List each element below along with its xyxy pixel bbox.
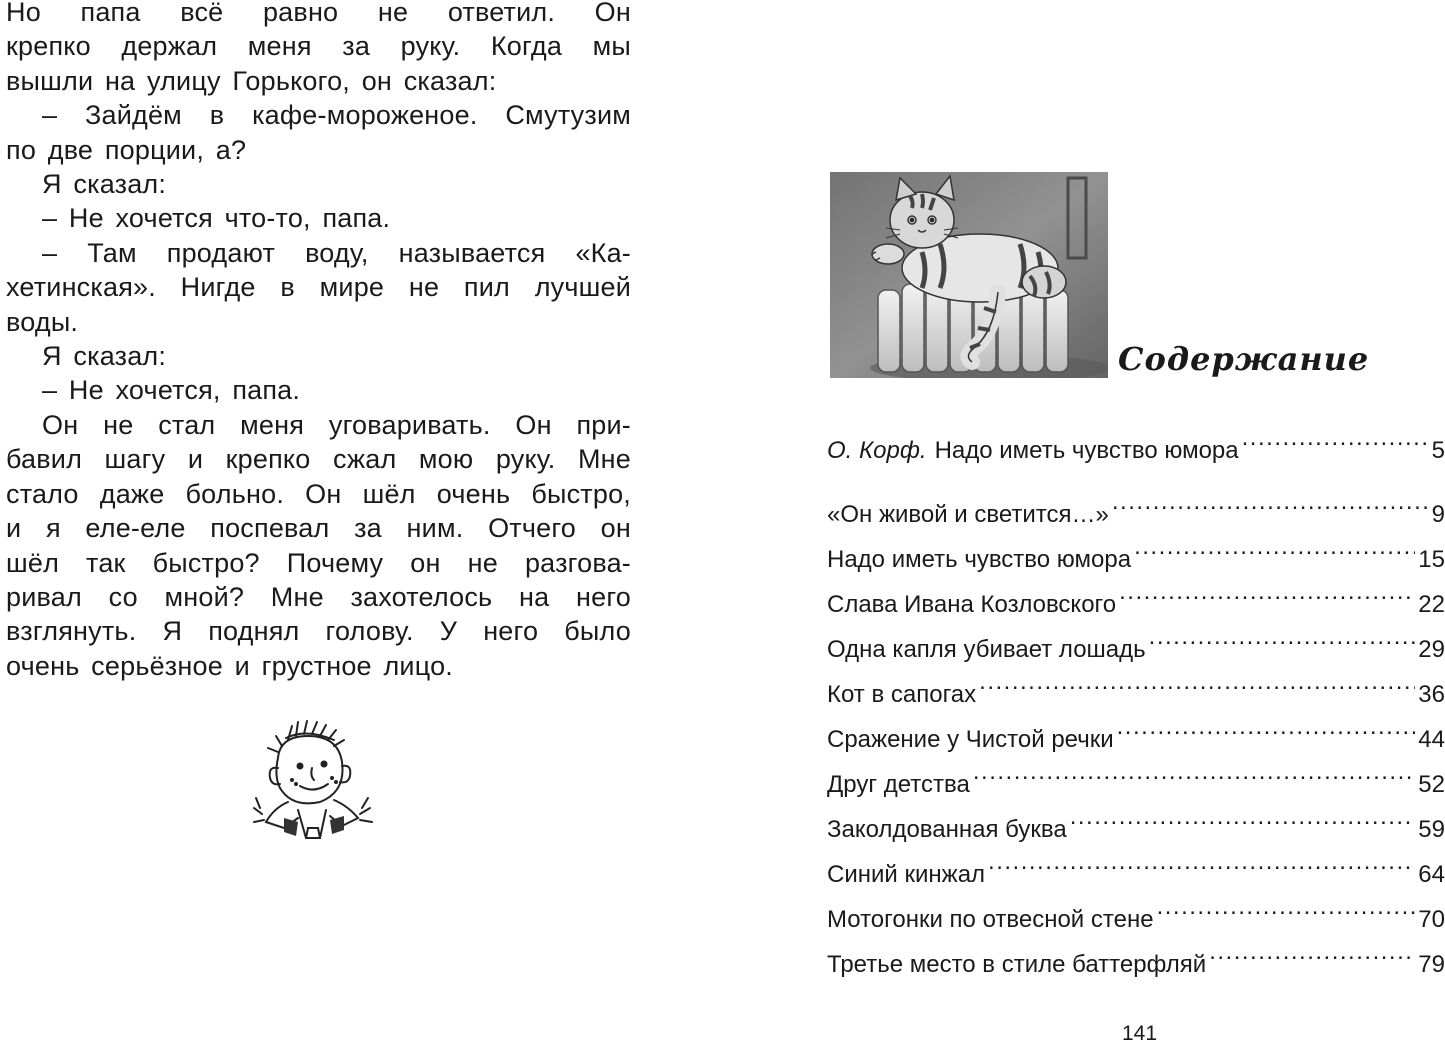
toc-entry-title: Слава Ивана Козловского xyxy=(827,591,1117,618)
story-line: – Не хочется, папа. xyxy=(42,375,301,406)
story-line: хетинская». Нигде в мире не пил лучшей xyxy=(6,272,631,303)
toc-entry-title: Синий кинжал xyxy=(827,861,986,888)
story-line: – Не хочется что-то, папа. xyxy=(42,203,391,234)
toc-entry[interactable] xyxy=(827,662,1445,708)
toc-entry-title: Друг детства xyxy=(827,771,970,798)
toc-entry-page: 44 xyxy=(1418,726,1445,753)
story-line: шёл так быстро? Почему он не разгова- xyxy=(6,547,631,578)
toc-entry-title: «Он живой и светится…» xyxy=(827,501,1109,528)
toc-entry-page: 64 xyxy=(1418,861,1445,888)
toc-entry-page: 15 xyxy=(1418,546,1445,573)
toc-entry-page: 70 xyxy=(1418,906,1445,933)
story-line: Но папа всё равно не ответил. Он xyxy=(6,0,631,27)
story-line: очень серьёзное и грустное лицо. xyxy=(6,650,453,681)
toc-entry[interactable] xyxy=(827,482,1445,528)
toc-entry[interactable] xyxy=(827,617,1445,663)
toc-leader-dots xyxy=(973,752,1415,792)
toc-leader-dots xyxy=(1119,572,1415,612)
toc-leader-dots xyxy=(1134,527,1415,567)
toc-entry[interactable] xyxy=(827,527,1445,573)
boy-sketch-illustration xyxy=(248,718,386,846)
story-line: ривал со мной? Мне захотелось на него xyxy=(6,581,631,612)
toc-entry[interactable] xyxy=(827,418,1445,464)
story-line: Он не стал меня уговаривать. Он при- xyxy=(42,409,631,440)
toc-entry-page: 59 xyxy=(1418,816,1445,843)
toc-entry-page: 9 xyxy=(1431,501,1445,528)
toc-leader-dots xyxy=(979,662,1415,702)
toc-leader-dots xyxy=(1209,932,1415,972)
toc-entry-title: Надо иметь чувство юмора xyxy=(934,437,1239,464)
story-line: – Там продают воду, называется «Ка- xyxy=(42,237,631,268)
story-line: бавил шагу и крепко сжал мою руку. Мне xyxy=(6,444,631,475)
toc-entry-title: Третье место в стиле баттерфляй xyxy=(827,951,1207,978)
story-line: вышли на улицу Горького, он сказал: xyxy=(6,65,497,96)
story-line: Я сказал: xyxy=(42,169,167,200)
story-line: Я сказал: xyxy=(42,341,167,372)
toc-entry-page: 79 xyxy=(1418,951,1445,978)
toc-entry-page: 36 xyxy=(1418,681,1445,708)
toc-entry[interactable] xyxy=(827,842,1445,888)
story-line: по две порции, а? xyxy=(6,134,247,165)
story-line: крепко держал меня за руку. Когда мы xyxy=(6,31,631,62)
toc-leader-dots xyxy=(1242,418,1429,458)
toc-leader-dots xyxy=(1157,887,1416,927)
story-text xyxy=(6,0,631,683)
toc-entry[interactable] xyxy=(827,752,1445,798)
toc-entry-title: Сражение у Чистой речки xyxy=(827,726,1114,753)
toc-entry-page: 52 xyxy=(1418,771,1445,798)
toc-entry[interactable] xyxy=(827,887,1445,933)
toc-entry[interactable] xyxy=(827,932,1445,978)
toc-entry-title: Заколдованная буква xyxy=(827,816,1067,843)
toc-entry-title: Мотогонки по отвесной стене xyxy=(827,906,1154,933)
story-line: стало даже больно. Он шёл очень быстро, xyxy=(6,478,631,509)
toc-entry-title: Кот в сапогах xyxy=(827,681,977,708)
cat-on-radiator-illustration xyxy=(830,172,1108,378)
toc-entry-title: Одна капля убивает лошадь xyxy=(827,636,1146,663)
toc-entry[interactable] xyxy=(827,797,1445,843)
toc-leader-dots xyxy=(988,842,1415,882)
toc-entry-author: О. Корф. xyxy=(827,437,927,464)
toc-leader-dots xyxy=(1149,617,1416,657)
story-line: – Зайдём в кафе-мороженое. Смутузим xyxy=(42,100,631,131)
toc-entry-page: 22 xyxy=(1418,591,1445,618)
story-line: взглянуть. Я поднял голову. У него было xyxy=(6,616,631,647)
page-number: 141 xyxy=(1122,1022,1158,1045)
right-page xyxy=(720,0,1445,1050)
toc-entry-page: 29 xyxy=(1418,636,1445,663)
toc-leader-dots xyxy=(1070,797,1416,837)
toc-leader-dots xyxy=(1112,482,1429,522)
toc-entry[interactable] xyxy=(827,707,1445,753)
story-line: и я еле-еле поспевал за ним. Отчего он xyxy=(6,513,631,544)
toc-heading: Содержание xyxy=(1118,340,1370,378)
left-page xyxy=(0,0,720,1050)
toc-entry-title: Надо иметь чувство юмора xyxy=(827,546,1132,573)
story-line: воды. xyxy=(6,306,79,337)
toc-entry[interactable] xyxy=(827,572,1445,618)
toc-leader-dots xyxy=(1117,707,1416,747)
toc-entry-page: 5 xyxy=(1431,437,1445,464)
